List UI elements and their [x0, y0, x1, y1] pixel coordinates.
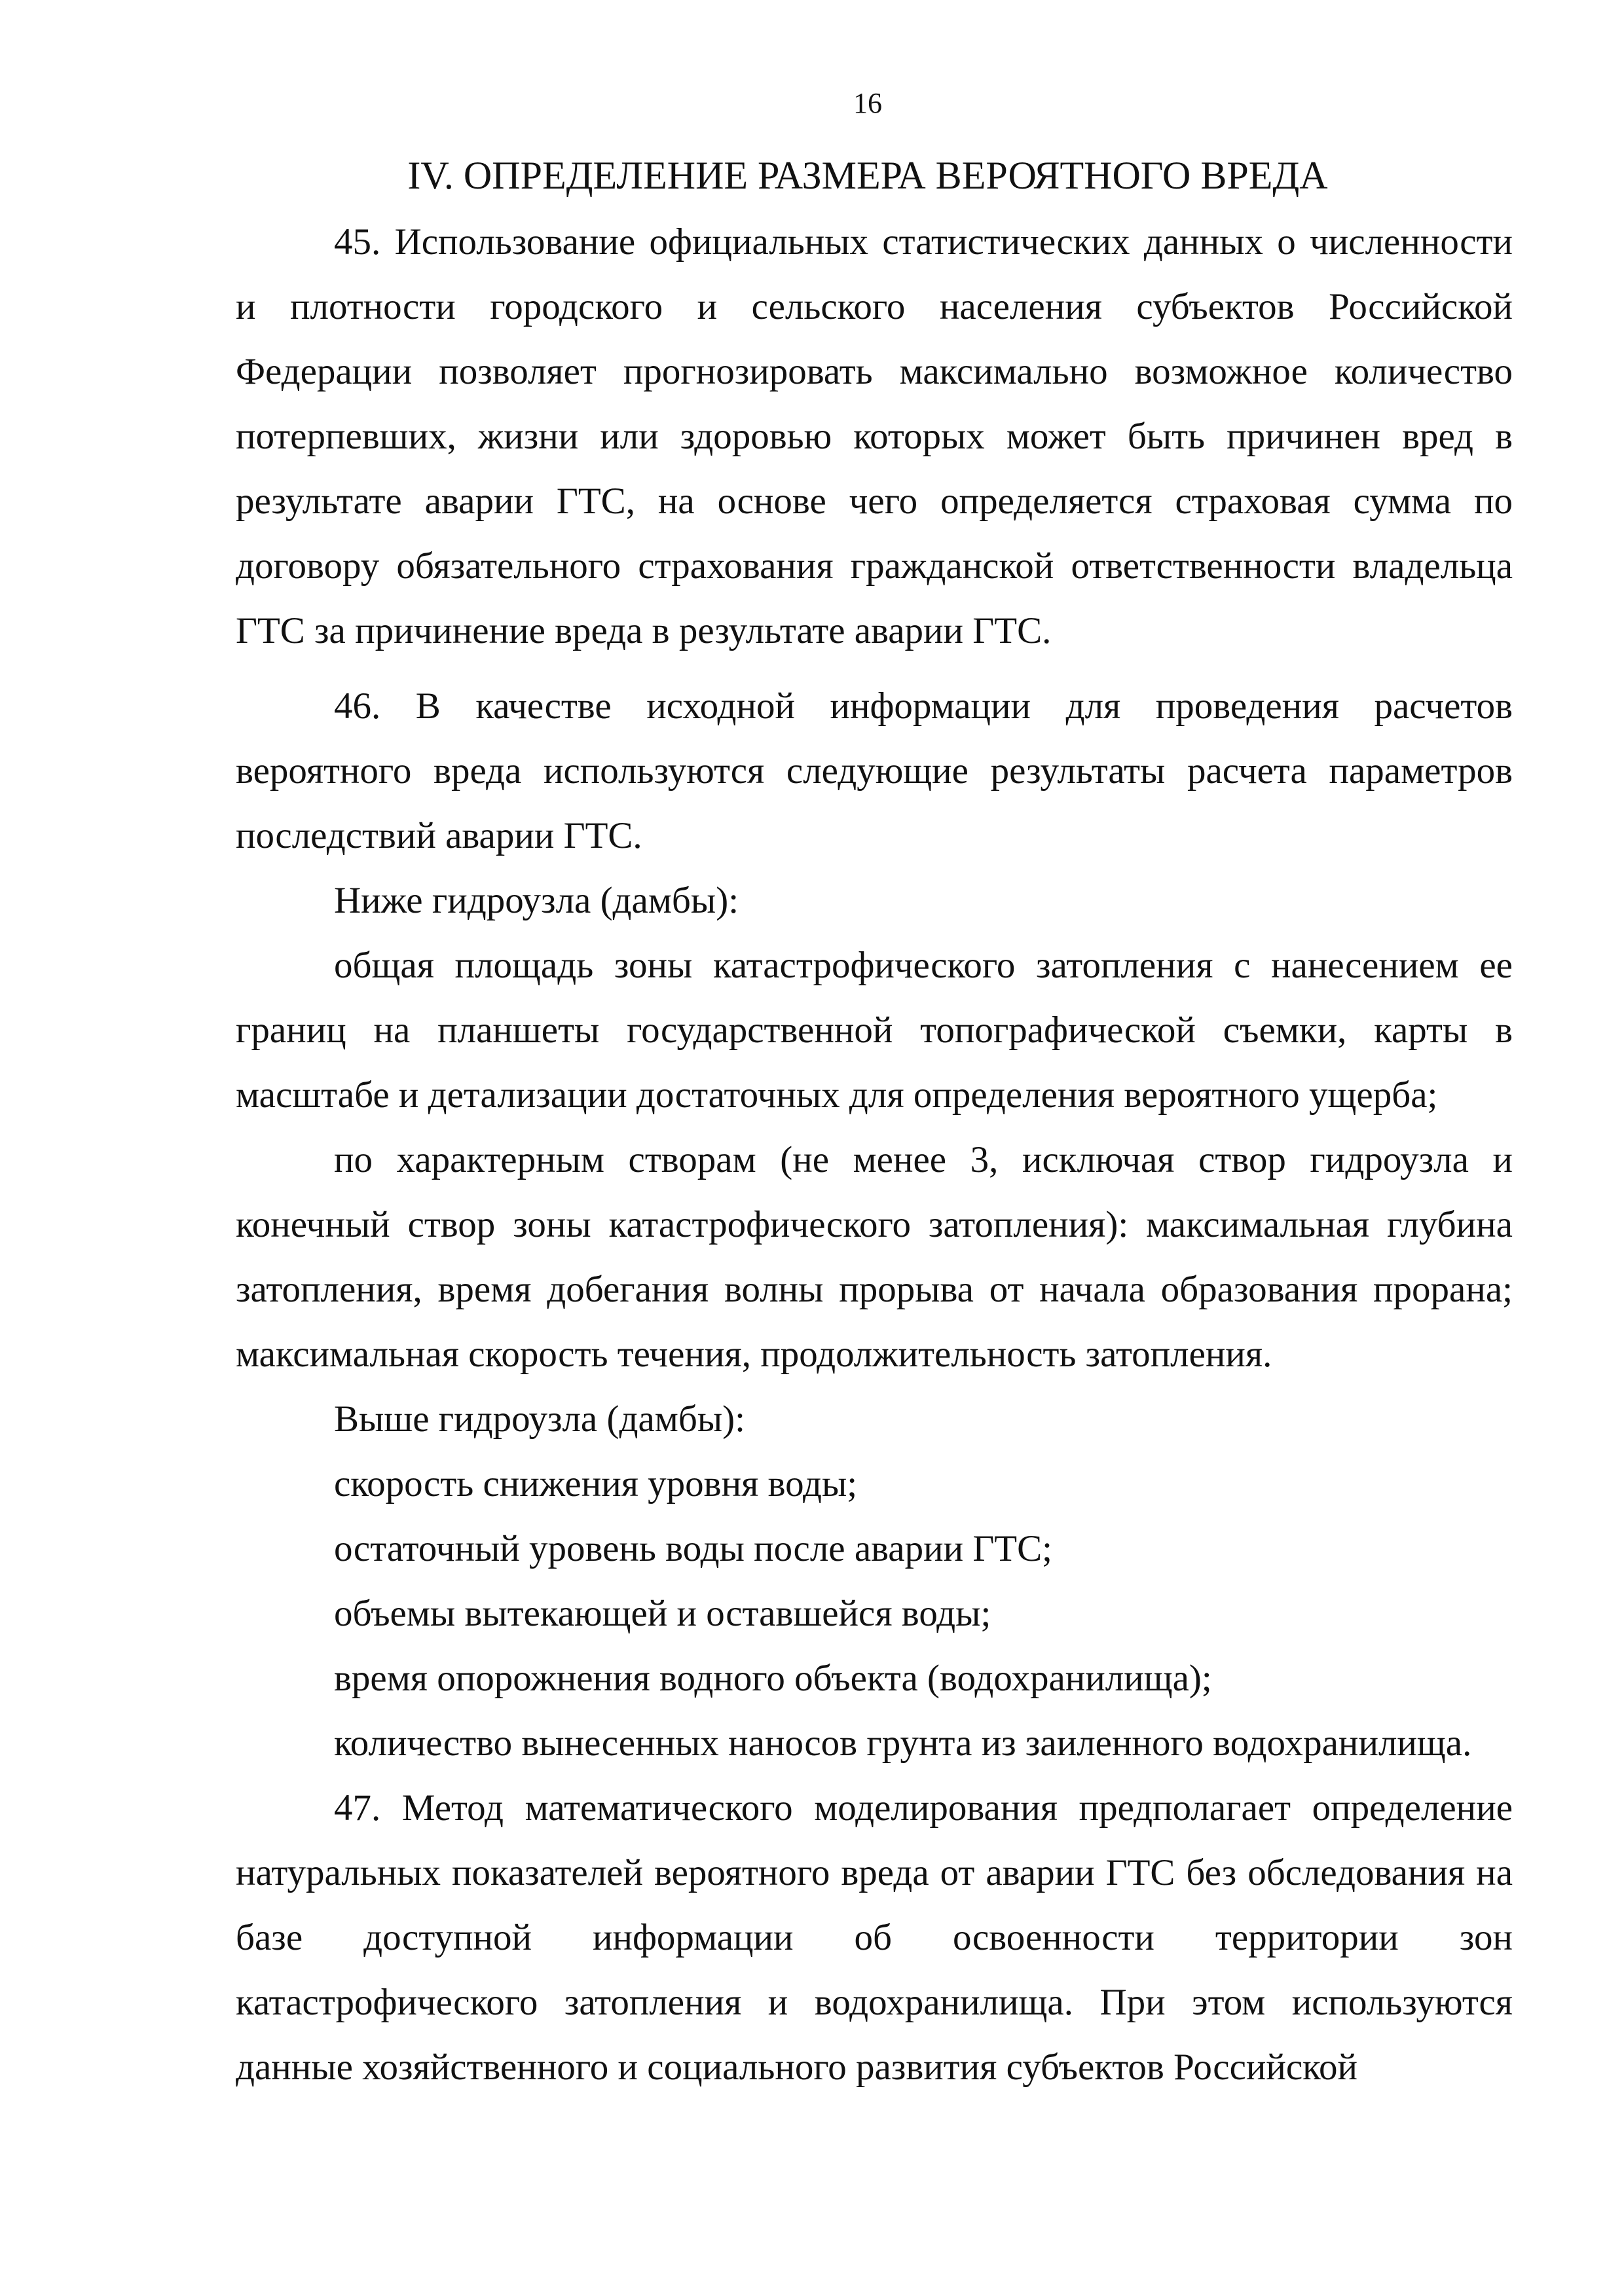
paragraph-45: 45. Использование официальных статистических данных о численности и плотности городского и сельского населения субъектов Российской Федерации позволяет прогнозировать максимально возможное количество потерпевших, жизни или здоровью которых может быть причинен вред в результате аварии ГТС, на основе чего определяется страховая сумма по договору обязательного страхования гражданской ответственности владельца ГТС за причинение вреда в результате аварии ГТС. [236, 221, 1513, 651]
list-item: время опорожнения водного объекта (водохранилища); [334, 1658, 1212, 1699]
page-number: 16 [853, 87, 882, 119]
list-item: общая площадь зоны катастрофического затопления с нанесением ее границ на планшеты государственной топографической съемки, карты в масштабе и детализации достаточных для определения вероятного ущерба; [236, 945, 1513, 1116]
paragraph-46: 46. В качестве исходной информации для проведения расчетов вероятного вреда используются следующие результаты расчета параметров последствий аварии ГТС. [236, 685, 1513, 856]
body-text [236, 210, 1513, 2100]
section-heading: IV. ОПРЕДЕЛЕНИЕ РАЗМЕРА ВЕРОЯТНОГО ВРЕДА [407, 154, 1328, 197]
subheading-below-dam: Ниже гидроузла (дамбы): [334, 880, 739, 921]
paragraph-47: 47. Метод математического моделирования предполагает определение натуральных показателей вероятного вреда от аварии ГТС без обследования на базе доступной информации об освоенности территории зон катастрофического затопления и водохранилища. При этом используются данные хозяйственного и социального развития субъектов Российской [236, 1787, 1513, 2088]
subheading-above-dam: Выше гидроузла (дамбы): [334, 1398, 745, 1440]
list-item: по характерным створам (не менее 3, исключая створ гидроузла и конечный створ зоны катастрофического затопления): максимальная глубина затопления, время добегания волны прорыва от начала образования прорана; максимальная скорость течения, продолжительность затопления. [236, 1139, 1513, 1375]
list-item: остаточный уровень воды после аварии ГТС; [334, 1528, 1052, 1569]
list-item: объемы вытекающей и оставшейся воды; [334, 1593, 991, 1634]
list-item: скорость снижения уровня воды; [334, 1463, 858, 1504]
list-item: количество вынесенных наносов грунта из заиленного водохранилища. [334, 1722, 1472, 1764]
